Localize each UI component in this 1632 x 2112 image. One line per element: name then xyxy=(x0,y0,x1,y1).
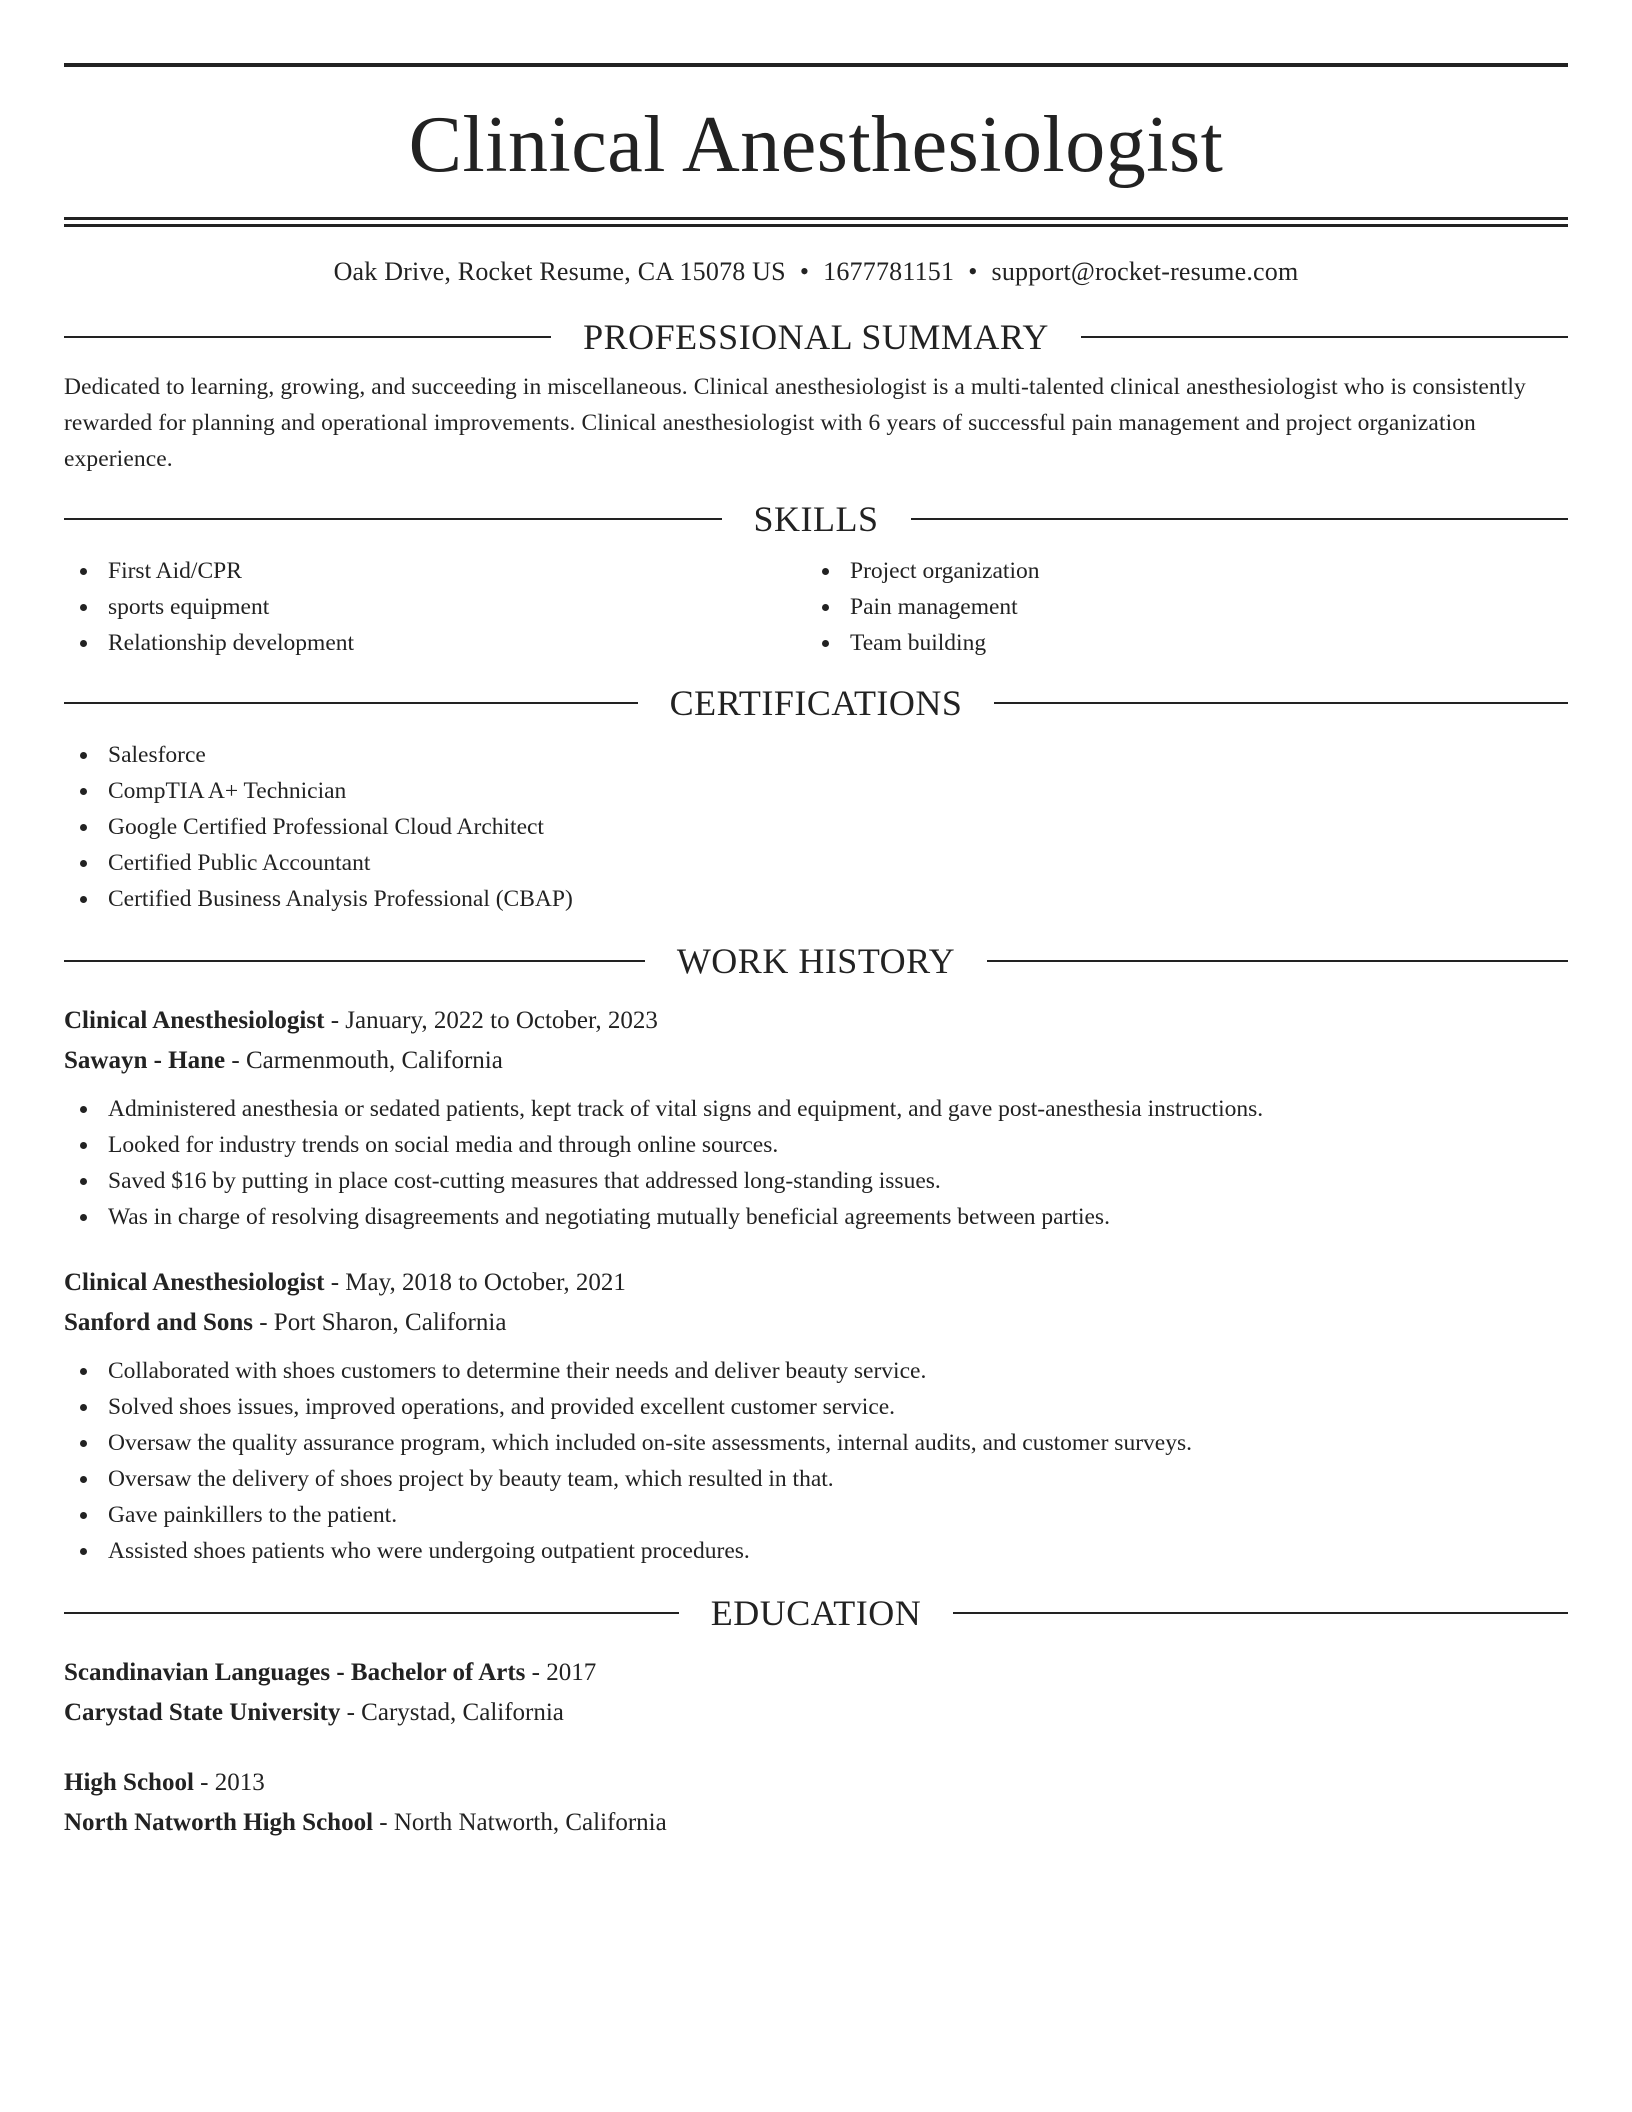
resume-page xyxy=(64,0,1568,1843)
resume-name: Clinical Anesthesiologist xyxy=(408,101,1224,189)
contact-email: support@rocket-resume.com xyxy=(991,257,1299,286)
certification-item: Certified Public Accountant xyxy=(64,845,1568,881)
job-bullet: Was in charge of resolving disagreements and negotiating mutually beneficial agreements between parties. xyxy=(64,1199,1568,1235)
certification-item: Google Certified Professional Cloud Architect xyxy=(64,809,1568,845)
education-title: EDUCATION xyxy=(710,1593,922,1633)
job-role-line xyxy=(64,1001,1568,1041)
education-school: North Natworth High School xyxy=(64,1809,374,1836)
heading-rule xyxy=(911,518,1569,520)
job-dates: - January, 2022 to October, 2023 xyxy=(324,1007,658,1034)
certification-item: Certified Business Analysis Professional (CBAP) xyxy=(64,881,1568,917)
job-role-line xyxy=(64,1263,1568,1303)
education-entry xyxy=(64,1763,1568,1843)
skills-heading xyxy=(64,497,1568,541)
summary-title: PROFESSIONAL SUMMARY xyxy=(583,317,1049,357)
contact-line xyxy=(64,255,1568,289)
job-bullets xyxy=(64,1353,1568,1569)
contact-phone: 1677781151 xyxy=(823,257,955,286)
job-location: - Carmenmouth, California xyxy=(225,1047,503,1074)
education-location: - Carystad, California xyxy=(340,1699,564,1726)
top-rule xyxy=(64,63,1568,67)
skill-item: Project organization xyxy=(806,553,1548,589)
education-school-line xyxy=(64,1693,1568,1733)
heading-rule xyxy=(994,702,1568,704)
job-company-line xyxy=(64,1041,1568,1081)
job-bullet: Collaborated with shoes customers to determine their needs and deliver beauty service. xyxy=(64,1353,1568,1389)
skill-item: Pain management xyxy=(806,589,1548,625)
job-entry xyxy=(64,1001,1568,1235)
skills-list xyxy=(64,553,1568,661)
certification-item: CompTIA A+ Technician xyxy=(64,773,1568,809)
education-degree-line xyxy=(64,1763,1568,1803)
education-school: Carystad State University xyxy=(64,1699,341,1726)
heading-rule xyxy=(64,960,645,962)
heading-rule xyxy=(953,1612,1568,1614)
job-bullet: Gave painkillers to the patient. xyxy=(64,1497,1568,1533)
education-degree: Scandinavian Languages - Bachelor of Arts xyxy=(64,1659,526,1686)
job-company: Sanford and Sons xyxy=(64,1309,253,1336)
certification-item: Salesforce xyxy=(64,737,1568,773)
job-bullet: Assisted shoes patients who were undergoing outpatient procedures. xyxy=(64,1533,1568,1569)
heading-rule xyxy=(64,702,638,704)
job-company: Sawayn - Hane xyxy=(64,1047,226,1074)
job-bullet: Looked for industry trends on social media and through online sources. xyxy=(64,1127,1568,1163)
summary-text: Dedicated to learning, growing, and succeeding in miscellaneous. Clinical anesthesiologist is a multi-talented clinical anesthesiologist who is consistently rewarded for planning and operational improvements. Clinical anesthesiologist with 6 years of successful pain management and project organization experience. xyxy=(64,374,1526,472)
education-degree-line xyxy=(64,1653,1568,1693)
education-entry xyxy=(64,1653,1568,1733)
job-entry xyxy=(64,1263,1568,1569)
heading-rule xyxy=(64,336,551,338)
skill-item: sports equipment xyxy=(64,589,806,625)
job-bullet: Solved shoes issues, improved operations, and provided excellent customer service. xyxy=(64,1389,1568,1425)
education-heading xyxy=(64,1591,1568,1635)
job-location: - Port Sharon, California xyxy=(252,1309,507,1336)
job-dates: - May, 2018 to October, 2021 xyxy=(324,1269,626,1296)
job-bullet: Saved $16 by putting in place cost-cutting measures that addressed long-standing issues. xyxy=(64,1163,1568,1199)
certifications-title: CERTIFICATIONS xyxy=(669,683,963,723)
job-bullet: Oversaw the quality assurance program, which included on-site assessments, internal audits, and customer surveys. xyxy=(64,1425,1568,1461)
contact-separator: • xyxy=(799,257,810,286)
summary-heading xyxy=(64,315,1568,359)
skill-item: Relationship development xyxy=(64,625,806,661)
job-bullets xyxy=(64,1091,1568,1235)
skills-title: SKILLS xyxy=(753,499,879,539)
education-year: - 2017 xyxy=(525,1659,597,1686)
skill-item: First Aid/CPR xyxy=(64,553,806,589)
heading-rule xyxy=(987,960,1568,962)
education-degree: High School xyxy=(64,1769,194,1796)
certifications-list xyxy=(64,737,1568,917)
certifications-heading xyxy=(64,681,1568,725)
job-role: Clinical Anesthesiologist xyxy=(64,1007,325,1034)
contact-separator: • xyxy=(968,257,978,286)
skill-item: Team building xyxy=(806,625,1548,661)
work-title: WORK HISTORY xyxy=(676,941,956,981)
skills-column-right xyxy=(806,553,1548,661)
contact-address: Oak Drive, Rocket Resume, CA 15078 US xyxy=(333,257,786,286)
heading-rule xyxy=(64,1612,679,1614)
job-bullet: Oversaw the delivery of shoes project by beauty team, which resulted in that. xyxy=(64,1461,1568,1497)
job-bullet: Administered anesthesia or sedated patients, kept track of vital signs and equipment, and gave post-anesthesia instructions. xyxy=(64,1091,1568,1127)
education-location: - North Natworth, California xyxy=(373,1809,667,1836)
work-heading xyxy=(64,939,1568,983)
education-year: - 2013 xyxy=(193,1769,265,1796)
heading-rule xyxy=(1081,336,1568,338)
heading-rule xyxy=(64,518,722,520)
double-rule xyxy=(64,217,1568,227)
job-role: Clinical Anesthesiologist xyxy=(64,1269,325,1296)
job-company-line xyxy=(64,1303,1568,1343)
education-school-line xyxy=(64,1803,1568,1843)
skills-column-left xyxy=(64,553,806,661)
